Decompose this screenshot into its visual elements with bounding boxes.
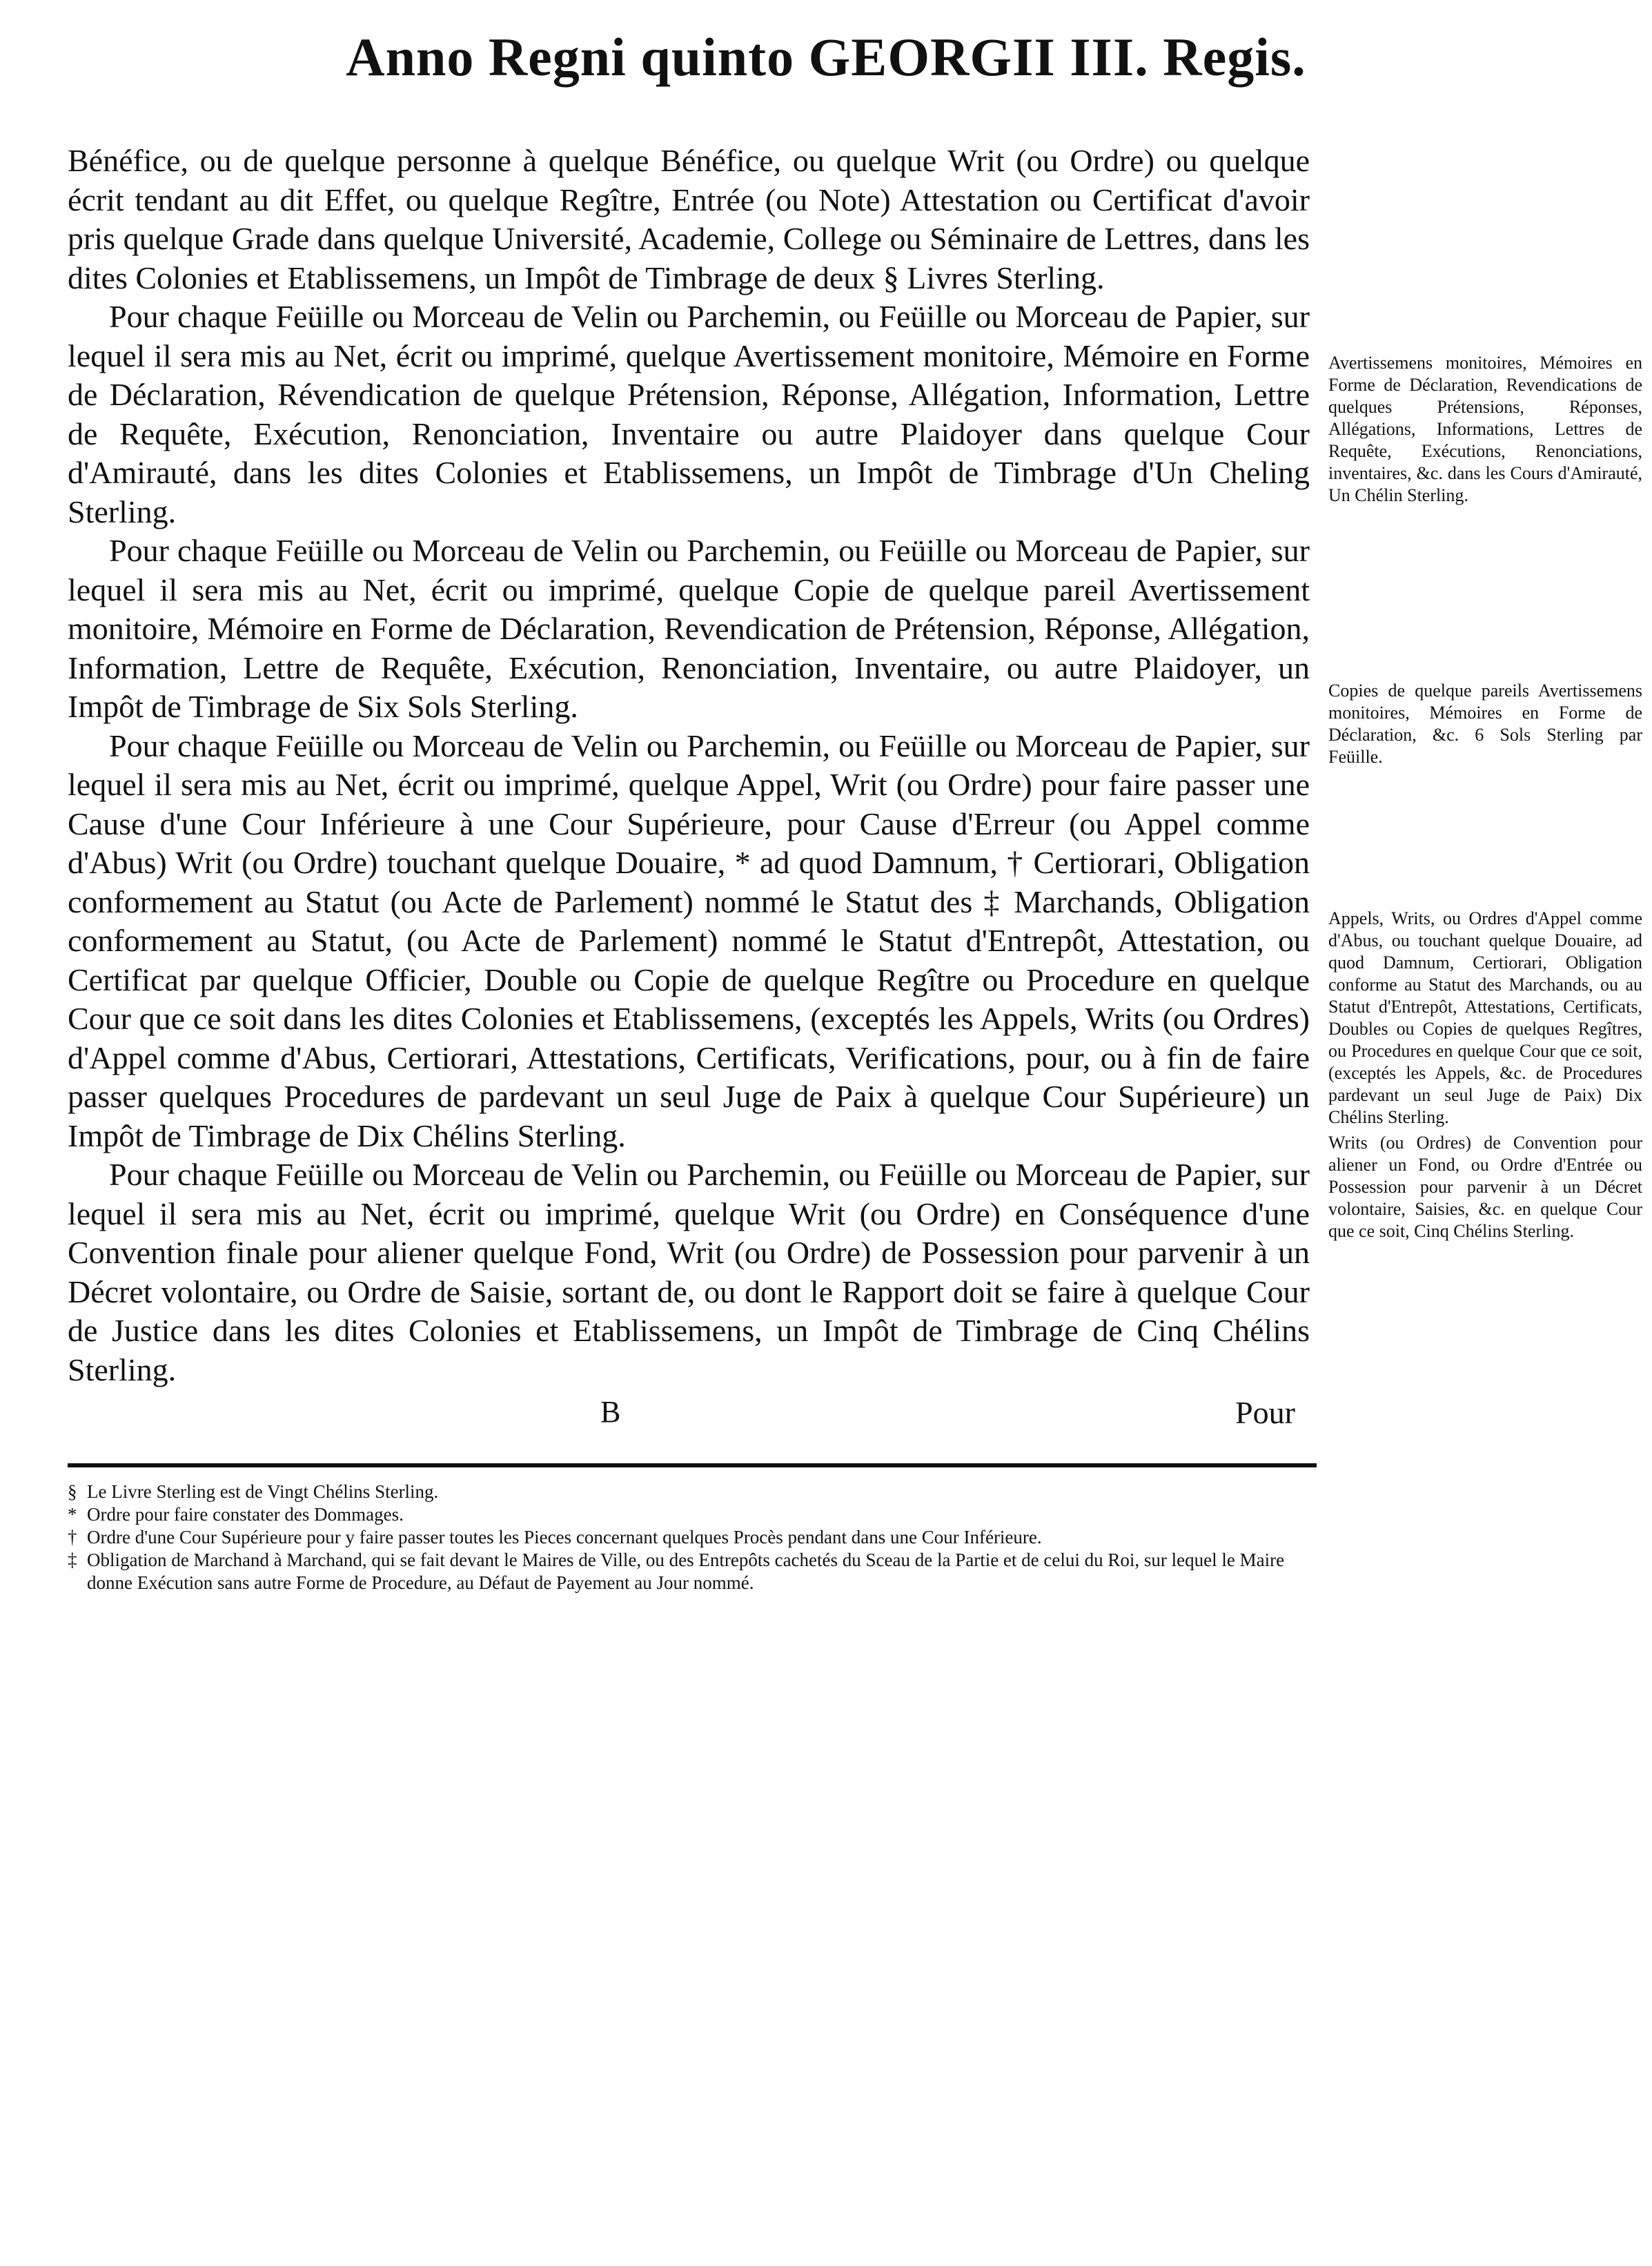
- footnote: [68, 1481, 1330, 1503]
- footnote: [68, 1526, 1330, 1549]
- footnotes: [68, 1481, 1330, 1594]
- paragraph: Pour chaque Feüille ou Morceau de Velin ou Parchemin, ou Feüille ou Morceau de Papier, sur lequel il sera mis au Net, écrit ou imprimé, quelque Copie de quelque pareil Avertissement monitoire, Mémoire en Forme de Déclaration, Revendication de Prétension, Réponse, Allégation, Information, Lettre de Requête, Exécution, Renonciation, Inventaire, ou autre Plaidoyer, un Impôt de Timbrage de Six Sols Sterling.: [68, 533, 1310, 724]
- margin-note: Copies de quelque pareils Avertissemens monitoires, Mémoires en Forme de Déclaration, &c. 6 Sols Sterling par Feüille.: [1328, 681, 1642, 767]
- footnote-text: Ordre pour faire constater des Dommages.: [87, 1504, 404, 1525]
- running-header: Anno Regni quinto GEORGII III. Regis.: [346, 27, 1306, 87]
- footnote-text: Obligation de Marchand à Marchand, qui se fait devant le Maires de Ville, ou des Entrepôts cachetés du Sceau de la Partie et de celui du Roi, sur lequel le Maire donne Exécution sans autre Forme de Procedure, au Défaut de Payement au Jour nommé.: [87, 1550, 1285, 1593]
- paragraph: Pour chaque Feüille ou Morceau de Velin ou Parchemin, ou Feüille ou Morceau de Papier, sur lequel il sera mis au Net, écrit ou imprimé, quelque Avertissement monitoire, Mémoire en Forme de Déclaration, Révendication de quelque Prétension, Réponse, Allégation, Information, Lettre de Requête, Exécution, Renonciation, Inventaire ou autre Plaidoyer dans quelque Cour d'Amirauté, dans les dites Colonies et Etablissemens, un Impôt de Timbrage d'Un Cheling Sterling.: [68, 299, 1310, 529]
- catchword: Pour: [1235, 1395, 1295, 1430]
- signature-mark: B: [600, 1395, 621, 1429]
- footnote-text: Ordre d'une Cour Supérieure pour y faire passer toutes les Pieces concernant quelques Procès pendant dans une Cour Inférieure.: [87, 1527, 1042, 1547]
- margin-note: Writs (ou Ordres) de Convention pour aliener un Fond, ou Ordre d'Entrée ou Possession pour parvenir à un Décret volontaire, Saisies, &c. en quelque Cour que ce soit, Cinq Chélins Sterling.: [1328, 1133, 1642, 1241]
- footnote-mark: *: [68, 1504, 77, 1525]
- main-text: [68, 141, 1310, 1389]
- paragraph: Bénéfice, ou de quelque personne à quelque Bénéfice, ou quelque Writ (ou Ordre) ou quelque écrit tendant au dit Effet, ou quelque Regître, Entrée (ou Note) Attestation ou Certificat d'avoir pris quelque Grade dans quelque Université, Academie, College ou Séminaire de Lettres, dans les dites Colonies et Etablissemens, un Impôt de Timbrage de deux § Livres Sterling.: [68, 143, 1310, 295]
- paragraph: Pour chaque Feüille ou Morceau de Velin ou Parchemin, ou Feüille ou Morceau de Papier, sur lequel il sera mis au Net, écrit ou imprimé, quelque Writ (ou Ordre) en Conséquence d'une Convention finale pour aliener quelque Fond, Writ (ou Ordre) de Possession pour parvenir à un Décret volontaire, ou Ordre de Saisie, sortant de, ou dont le Rapport doit se faire à quelque Cour de Justice dans les dites Colonies et Etablissemens, un Impôt de Timbrage de Cinq Chélins Sterling.: [68, 1157, 1310, 1387]
- footnote: [68, 1503, 1330, 1526]
- footnote-mark: †: [68, 1527, 77, 1547]
- margin-note: Avertissemens monitoires, Mémoires en Forme de Déclaration, Revendications de quelques Prétensions, Réponses, Allégations, Informations, Lettres de Requête, Exécutions, Renonciations, inventaires, &c. dans les Cours d'Amirauté, Un Chélin Sterling.: [1328, 353, 1642, 505]
- footnote-rule: [68, 1463, 1317, 1467]
- paragraph: Pour chaque Feüille ou Morceau de Velin ou Parchemin, ou Feüille ou Morceau de Papier, sur lequel il sera mis au Net, écrit ou imprimé, quelque Appel, Writ (ou Ordre) pour faire passer une Cause d'une Cour Inférieure à une Cour Supérieure, pour Cause d'Erreur (ou Appel comme d'Abus) Writ (ou Ordre) touchant quelque Douaire, * ad quod Damnum, † Certiorari, Obligation conformement au Statut (ou Acte de Parlement) nommé le Statut des ‡ Marchands, Obligation conformement au Statut, (ou Acte de Parlement) nommé le Statut d'Entrepôt, Attestation, ou Certificat par quelque Officier, Double ou Copie de quelque Regître ou Procedure en quelque Cour que ce soit dans les dites Colonies et Etablissemens, (exceptés les Appels, Writs (ou Ordres) d'Appel comme d'Abus, Certiorari, Attestations, Certificats, Verifications, pour, ou à fin de faire passer quelques Procedures de pardevant un seul Juge de Paix à quelque Cour Supérieure) un Impôt de Timbrage de Dix Chélins Sterling.: [68, 727, 1310, 1153]
- margin-note: Appels, Writs, ou Ordres d'Appel comme d'Abus, ou touchant quelque Douaire, ad quod Damnum, Certiorari, Obligation conforme au Statut des Marchands, ou au Statut d'Entrepôt, Attestations, Certificats, Doubles ou Copies de quelques Regîtres, ou Procedures en quelque Cour que ce soit, (exceptés les Appels, &c. de Procedures pardevant un seul Juge de Paix) Dix Chélins Sterling.: [1328, 908, 1642, 1127]
- footnote: [68, 1549, 1330, 1594]
- footnote-mark: §: [68, 1481, 77, 1502]
- footnote-text: Le Livre Sterling est de Vingt Chélins Sterling.: [87, 1481, 439, 1502]
- footnote-mark: ‡: [68, 1550, 77, 1570]
